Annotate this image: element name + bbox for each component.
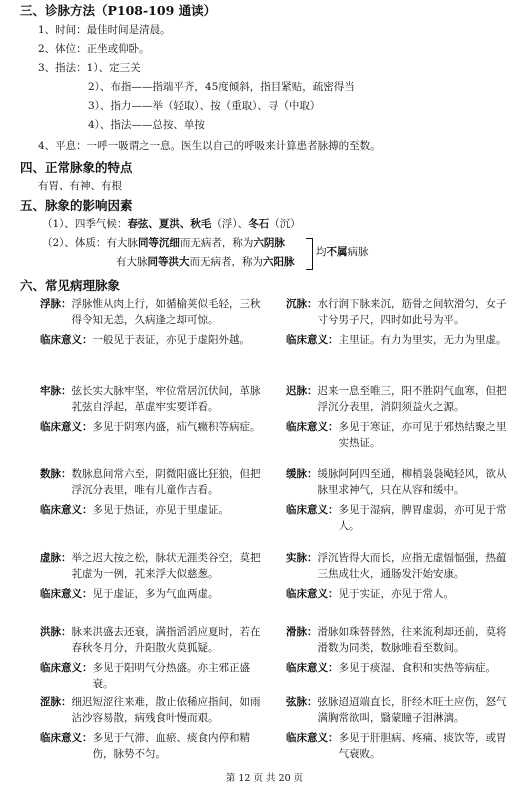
sec3-item-3: 3、指法：1）、定三关 xyxy=(38,62,141,74)
clinical-label: 临床意义： xyxy=(286,662,339,674)
pulse-verse: 滑脉如珠替替然，往来流利却还前，莫将滑数为同类，数脉唯看至数间。 xyxy=(317,626,507,654)
sec3-item-3-4: 4）、指法——总按、单按 xyxy=(88,119,205,131)
body2d: 六阳脉 xyxy=(263,256,295,268)
season-prefix: （1）、四季气候： xyxy=(42,218,128,230)
pulse-name: 沉脉： xyxy=(286,298,318,310)
season-bold-2: 冬石 xyxy=(248,218,270,230)
pulse-name: 牢脉： xyxy=(40,385,72,397)
section-4-title: 四、正常脉象的特点 xyxy=(20,160,133,175)
page-footer: 第 12 页 共 20 页 xyxy=(225,773,304,784)
pulse-name: 涩脉： xyxy=(40,696,72,708)
pulse-name: 弦脉： xyxy=(286,696,318,708)
pulse-verse: 脉来洪盛去还衰，满指滔滔应夏时，若在春秋冬月分，升阳散火莫狐疑。 xyxy=(71,626,261,654)
body-prefix: （2）、体质： xyxy=(42,237,107,249)
brace-icon xyxy=(306,238,313,270)
pulse-verse: 细迟短涩往来难，散止依稀应指间，如雨沾沙容易散，病残食叶慢而艰。 xyxy=(71,696,261,724)
pulse-verse: 弦脉迢迢端直长，肝经木旺土应伤，怒气满胸常欲叫，翳蒙瞳子泪淋漓。 xyxy=(317,696,507,724)
clinical-label: 临床意义： xyxy=(40,662,93,674)
sec3-item-3-3: 3）、指力——举（轻取）、按（重取）、寻（中取） xyxy=(88,100,321,112)
pulse-meaning: 多见于肝胆病、疼痛、痰饮等，或胃气衰败。 xyxy=(338,732,507,760)
pulse-name: 虚脉： xyxy=(40,552,72,564)
pulse-verse: 数脉息间常六至，阴微阳盛比狂狼，但把浮沉分表里，唯有儿童作吉看。 xyxy=(71,468,261,496)
pulse-verse: 水行润下脉来沉，筋骨之间软滑匀，女子寸兮男子尺，四时如此号为平。 xyxy=(317,298,507,326)
sec3-item-2: 2、体位：正坐或仰卧。 xyxy=(38,43,150,55)
pulse-hua xyxy=(286,624,516,676)
body2a: 有大脉 xyxy=(116,256,148,268)
pulse-meaning: 主里证。有力为里实，无力为里虚。 xyxy=(338,334,507,346)
pulse-meaning: 多见于气滞、血瘀、痰食内停和精伤，脉势不匀。 xyxy=(92,732,250,760)
clinical-label: 临床意义： xyxy=(286,504,339,516)
sec3-item-3-2: 2）、布指——指端平齐，45度倾斜，指目紧贴，疏密得当 xyxy=(88,81,355,93)
section-3-title: 三、诊脉方法（P108-109 通读） xyxy=(20,3,217,18)
section-6-title: 六、常见病理脉象 xyxy=(20,278,121,293)
pulse-verse: 弦长实大脉牢坚，牢位常居沉伏间，革脉芤弦自浮起，革虚牢实要详看。 xyxy=(71,385,261,413)
pulse-xu xyxy=(40,550,270,602)
brace-note-c: 病脉 xyxy=(347,246,369,258)
pulse-verse: 缓脉阿阿四至通，柳梢袅袅飐轻风，欲从脉里求神气，只在从容和缓中。 xyxy=(317,468,507,496)
body1b: 同等沉细 xyxy=(137,237,180,249)
pulse-meaning: 多见于阳明气分热盛。亦主邪正盛衰。 xyxy=(92,662,250,690)
body2c: 而无病者，称为 xyxy=(189,256,263,268)
pulse-verse: 举之迟大按之松，脉状无涯类谷空，莫把芤虚为一例，芤来浮大似慈葱。 xyxy=(71,552,261,580)
brace-note-a: 均 xyxy=(316,246,327,258)
pulse-meaning: 见于虚证，多为气血两虚。 xyxy=(92,588,219,600)
pulse-name: 迟脉： xyxy=(286,385,318,397)
pulse-meaning: 多见于热证，亦见于里虚证。 xyxy=(92,504,229,516)
pulse-fu xyxy=(40,296,270,348)
season-end: （沉） xyxy=(269,218,301,230)
pulse-huan xyxy=(286,466,516,534)
sec5-season-line xyxy=(42,216,301,231)
pulse-meaning: 一般见于表证，亦见于虚阳外越。 xyxy=(92,334,250,346)
pulse-xian xyxy=(286,694,516,762)
pulse-name: 滑脉： xyxy=(286,626,318,638)
pulse-meaning: 见于实证，亦见于常人。 xyxy=(338,588,454,600)
season-bold: 春弦、夏洪、秋毛 xyxy=(127,218,212,230)
pulse-name: 数脉： xyxy=(40,468,72,480)
pulse-name: 洪脉： xyxy=(40,626,72,638)
body2b: 同等洪大 xyxy=(147,256,190,268)
pulse-lao xyxy=(40,383,270,435)
clinical-label: 临床意义： xyxy=(286,334,339,346)
season-mid: （浮）、 xyxy=(211,218,249,230)
clinical-label: 临床意义： xyxy=(40,588,93,600)
pulse-shi xyxy=(286,550,516,602)
brace-note-b: 不属 xyxy=(326,246,348,258)
clinical-label: 临床意义： xyxy=(40,504,93,516)
clinical-label: 临床意义： xyxy=(286,732,339,744)
body1c: 而无病者，称为 xyxy=(179,237,254,249)
pulse-chen xyxy=(286,296,516,348)
brace-note xyxy=(316,244,369,259)
clinical-label: 临床意义： xyxy=(40,421,93,433)
clinical-label: 临床意义： xyxy=(40,732,93,744)
section-5-title: 五、脉象的影响因素 xyxy=(20,198,133,213)
pulse-name: 缓脉： xyxy=(286,468,318,480)
sec5-body-line-1 xyxy=(42,235,285,250)
sec4-body: 有胃、有神、有根 xyxy=(38,180,122,192)
pulse-meaning: 多见于湿病，脾胃虚弱，亦可见于常人。 xyxy=(338,504,507,532)
sec3-item-1: 1、时间：最佳时间是清晨。 xyxy=(38,24,171,36)
pulse-meaning: 多见于阴寒内盛，疝气癥积等病症。 xyxy=(92,421,261,433)
pulse-verse: 浮脉惟从肉上行，如循榆荚似毛轻，三秋得令知无恙，久病逢之却可惊。 xyxy=(71,298,261,326)
body1d: 六阴脉 xyxy=(253,237,285,249)
pulse-verse: 浮沉皆得大而长，应指无虚愊愊强，热蕴三焦成壮火，通肠发汗始安康。 xyxy=(317,552,507,580)
pulse-se xyxy=(40,694,270,762)
clinical-label: 临床意义： xyxy=(286,588,339,600)
sec5-body-line-2 xyxy=(116,254,295,269)
body1a: 有大脉 xyxy=(106,237,138,249)
sec3-item-4: 4、平息：一呼一吸谓之一息。医生以自己的呼吸来计算患者脉搏的至数。 xyxy=(38,140,381,152)
pulse-name: 浮脉： xyxy=(40,298,72,310)
pulse-chi xyxy=(286,383,516,451)
pulse-meaning: 多见于寒证，亦可见于邪热结聚之里实热证。 xyxy=(338,421,507,449)
pulse-verse: 迟来一息至唯三，阳不胜阴气血寒，但把浮沉分表里，消阴须益火之源。 xyxy=(317,385,507,413)
clinical-label: 临床意义： xyxy=(286,421,339,433)
pulse-shu xyxy=(40,466,270,518)
pulse-hong xyxy=(40,624,270,692)
pulse-name: 实脉： xyxy=(286,552,318,564)
clinical-label: 临床意义： xyxy=(40,334,93,346)
pulse-meaning: 多见于痰湿、食积和实热等病症。 xyxy=(338,662,496,674)
